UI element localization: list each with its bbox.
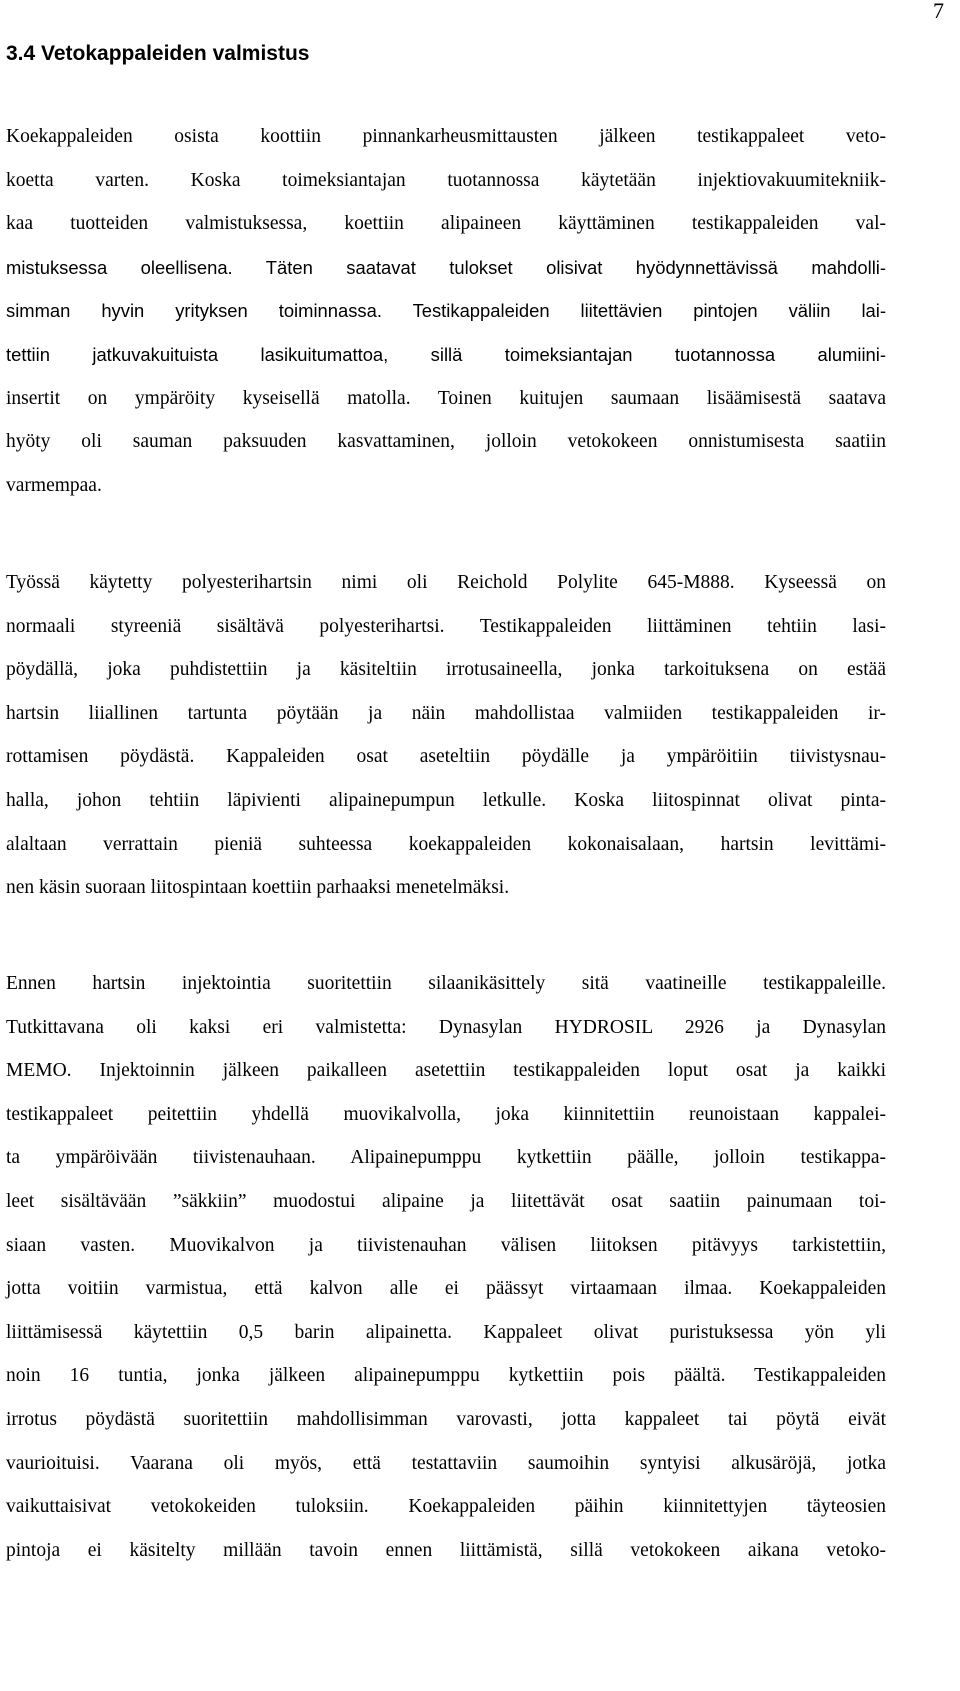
paragraph-1: [6, 115, 886, 507]
paragraph-line: jotta voitiin varmistua, että kalvon alle ei päässyt virtaamaan ilmaa. Koekappaleiden: [6, 1278, 886, 1300]
paragraph-line: insertit on ympäröity kyseisellä matolla. Toinen kuitujen saumaan lisäämisestä saatava: [6, 387, 886, 409]
paragraph-2: [6, 561, 886, 910]
paragraph-line: mistuksessa oleellisena. Täten saatavat tulokset olisivat hyödynnettävissä mahdolli-: [6, 256, 886, 278]
paragraph-line: noin 16 tuntia, jonka jälkeen alipainepumppu kytkettiin pois päältä. Testikappaleiden: [6, 1365, 886, 1387]
paragraph-line: normaali styreeniä sisältävä polyesterihartsi. Testikappaleiden liittäminen tehtiin lasi-: [6, 615, 886, 637]
page-number: 7: [933, 0, 944, 23]
section-heading: 3.4 Vetokappaleiden valmistus: [6, 42, 310, 65]
paragraph-line: hyöty oli sauman paksuuden kasvattaminen, jolloin vetokokeen onnistumisesta saatiin: [6, 431, 886, 453]
paragraph-line: Työssä käytetty polyesterihartsin nimi oli Reichold Polylite 645-M888. Kyseessä on: [6, 572, 886, 593]
paragraph-line: siaan vasten. Muovikalvon ja tiivistenauhan välisen liitoksen pitävyys tarkistettiin,: [6, 1234, 886, 1256]
paragraph-line: halla, johon tehtiin läpivienti alipainepumpun letkulle. Koska liitospinnat olivat pinta-: [6, 789, 886, 811]
paragraph-line: irrotus pöydästä suoritettiin mahdollisimman varovasti, jotta kappaleet tai pöytä eivät: [6, 1408, 886, 1430]
paragraph-line: liittämisessä käytettiin 0,5 barin alipainetta. Kappaleet olivat puristuksessa yön yli: [6, 1321, 886, 1343]
paragraph-line: tettiin jatkuvakuituista lasikuitumattoa, sillä toimeksiantajan tuotannossa alumiini-: [6, 343, 886, 365]
paragraph-line: kaa tuotteiden valmistuksessa, koettiin alipaineen käyttäminen testikappaleiden val-: [6, 213, 886, 235]
paragraph-line: testikappaleet peitettiin yhdellä muovikalvolla, joka kiinnitettiin reunoistaan kappalei-: [6, 1103, 886, 1125]
paragraph-line: pöydällä, joka puhdistettiin ja käsiteltiin irrotusaineella, jonka tarkoituksena on estää: [6, 659, 886, 681]
paragraph-line: nen käsin suoraan liitospintaan koettiin parhaaksi menetelmäksi.: [6, 877, 510, 899]
paragraph-line: koetta varten. Koska toimeksiantajan tuotannossa käytetään injektiovakuumitekniik-: [6, 169, 886, 191]
paragraph-line: simman hyvin yrityksen toiminnassa. Testikappaleiden liitettävien pintojen väliin lai-: [6, 300, 886, 322]
paragraph-line: vaurioituisi. Vaarana oli myös, että testattaviin saumoihin syntyisi alkusäröjä, jotka: [6, 1452, 886, 1474]
paragraph-3: [6, 962, 886, 1572]
paragraph-line: hartsin liiallinen tartunta pöytään ja näin mahdollistaa valmiiden testikappaleiden ir-: [6, 702, 886, 724]
paragraph-line: ta ympäröivään tiivistenauhaan. Alipainepumppu kytkettiin päälle, jolloin testikappa-: [6, 1147, 886, 1169]
paragraph-line: MEMO. Injektoinnin jälkeen paikalleen asetettiin testikappaleiden loput osat ja kaikki: [6, 1060, 886, 1082]
paragraph-line: varmempaa.: [6, 474, 102, 496]
paragraph-line: vaikuttaisivat vetokokeiden tuloksiin. Koekappaleiden päihin kiinnitettyjen täyteosien: [6, 1496, 886, 1518]
paragraph-line: pintoja ei käsitelty millään tavoin ennen liittämistä, sillä vetokokeen aikana vetoko-: [6, 1539, 886, 1561]
paragraph-line: Tutkittavana oli kaksi eri valmistetta: Dynasylan HYDROSIL 2926 ja Dynasylan: [6, 1016, 886, 1038]
paragraph-line: Koekappaleiden osista koottiin pinnankarheusmittausten jälkeen testikappaleet veto-: [6, 126, 886, 147]
paragraph-line: rottamisen pöydästä. Kappaleiden osat aseteltiin pöydälle ja ympäröitiin tiivistysnau-: [6, 746, 886, 768]
paragraph-line: leet sisältävään ”säkkiin” muodostui alipaine ja liitettävät osat saatiin painumaan toi-: [6, 1190, 886, 1212]
paragraph-line: Ennen hartsin injektointia suoritettiin silaanikäsittely sitä vaatineille testikappaleille.: [6, 973, 886, 994]
paragraph-line: alaltaan verrattain pieniä suhteessa koekappaleiden kokonaisalaan, hartsin levittämi-: [6, 833, 886, 855]
